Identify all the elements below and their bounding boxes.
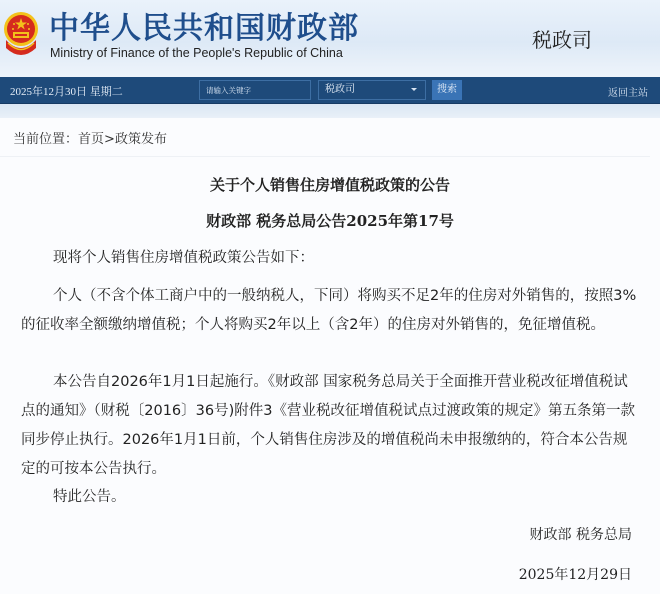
breadcrumb-separator: > (104, 132, 115, 147)
document-paragraph: 本公告自2026年1月1日起施行。《财政部 国家税务总局关于全面推开营业税改征增值税试点的通知》（财税〔2016〕36号)附件3《营业税改征增值税试点过渡政策的规定》第五条第一款同步停止执行。2026年1月1日前，个人销售住房涉及的增值税尚未申报缴纳的，符合本公告规定的可按本公告执行。 (21, 374, 635, 477)
national-emblem-icon[interactable] (2, 10, 40, 62)
document-signature: 财政部 税务总局 (529, 527, 632, 543)
navbar (0, 77, 660, 104)
main-content (0, 118, 660, 594)
site-header (0, 0, 660, 77)
document-paragraph: 现将个人销售住房增值税政策公告如下： (53, 250, 314, 266)
document-paragraph: 特此公告。 (53, 489, 126, 505)
chevron-down-icon (411, 88, 417, 91)
breadcrumb-policy-release[interactable]: 政策发布 (114, 132, 167, 147)
search-scope-select[interactable] (318, 80, 426, 100)
search-scope-value: 税政司 (325, 84, 355, 95)
document-title: 关于个人销售住房增值税政策的公告 (209, 176, 450, 194)
search-input[interactable] (199, 80, 311, 100)
current-date: 2025年12月30日 星期二 (10, 86, 123, 98)
document-number: 财政部 税务总局公告2025年第17号 (206, 212, 454, 230)
department-name: 税政司 (532, 28, 592, 52)
divider (0, 156, 650, 157)
site-title[interactable]: 中华人民共和国财政部 (49, 11, 359, 46)
site-subtitle: Ministry of Finance of the People's Republic of China (50, 46, 343, 60)
breadcrumb (13, 128, 167, 147)
search-button[interactable]: 搜索 (432, 80, 462, 100)
document-date: 2025年12月29日 (518, 567, 632, 583)
header-divider-strip (0, 104, 660, 118)
return-home-link[interactable]: 返回主站 (608, 88, 648, 99)
breadcrumb-home[interactable]: 首页 (78, 132, 105, 147)
document-paragraph: 个人（不含个体工商户中的一般纳税人，下同）将购买不足2年的住房对外销售的，按照3%的征收率全额缴纳增值税；个人将购买2年以上（含2年）的住房对外销售的，免征增值税。 (21, 288, 637, 333)
breadcrumb-label: 当前位置： (13, 132, 79, 147)
